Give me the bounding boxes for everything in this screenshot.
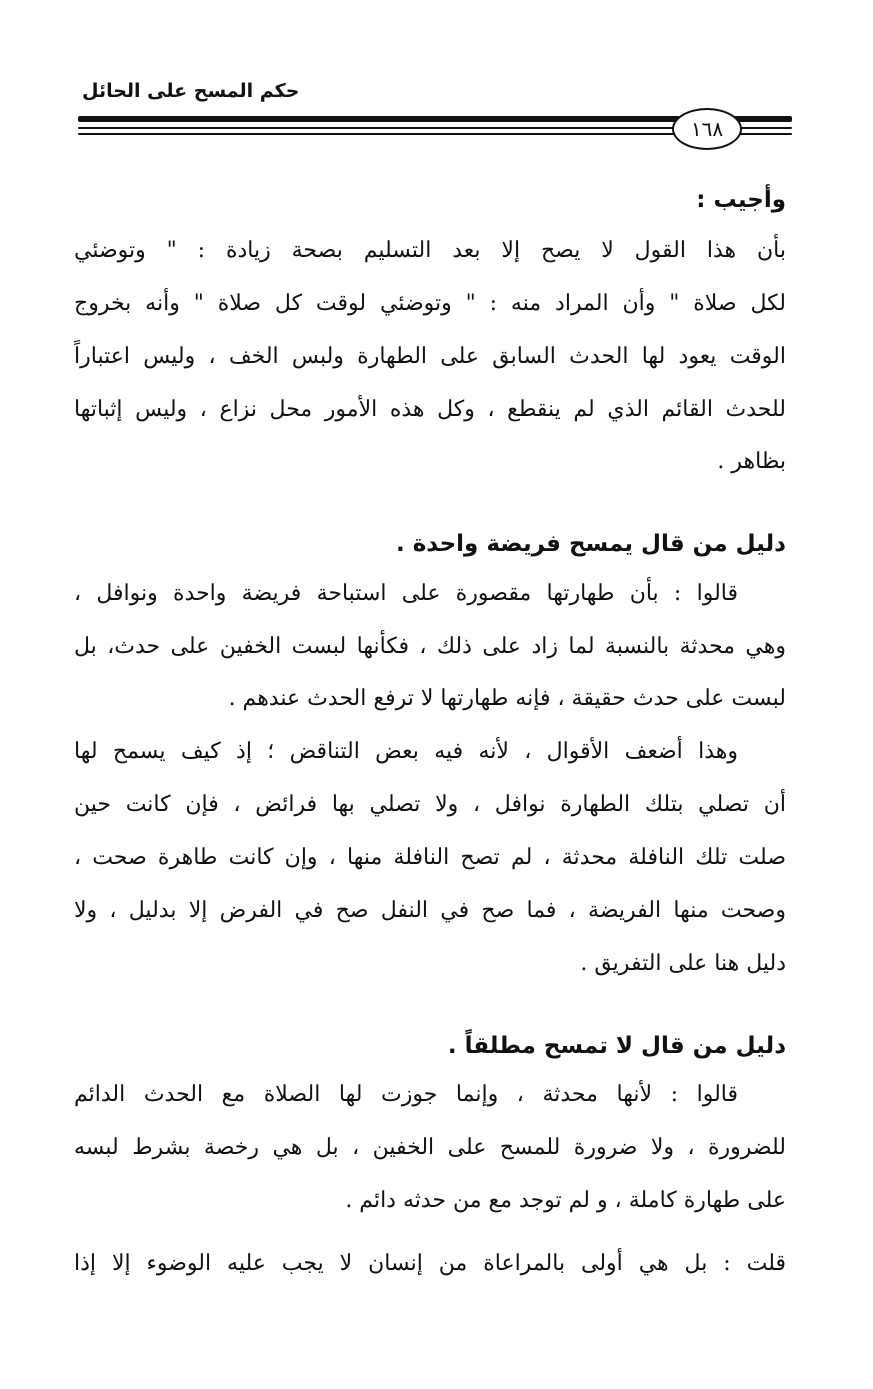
text-line: قلت : بل هي أولى بالمراعاة من إنسان لا يجب عليه الوضوء إلا إذا — [74, 1251, 786, 1276]
section-heading: دليل من قال لا تمسح مطلقاً . — [447, 1033, 786, 1059]
text-line: صلت تلك النافلة محدثة ، لم تصح النافلة منها ، وإن كانت طاهرة صحت ، — [74, 845, 786, 870]
text-line: الوقت يعود لها الحدث السابق على الطهارة ولبس الخف ، وليس اعتباراً — [74, 344, 786, 369]
text-line: لكل صلاة " وأن المراد منه : " وتوضئي لوقت كل صلاة " وأنه بخروج — [74, 291, 786, 316]
text-line: أن تصلي بتلك الطهارة نوافل ، ولا تصلي بها فرائض ، فإن كانت حين — [74, 792, 786, 817]
text-line: وهي محدثة بالنسبة لما زاد على ذلك ، فكأنها لبست الخفين على حدث، بل — [74, 634, 786, 659]
text-line: لبست على حدث حقيقة ، فإنه طهارتها لا ترفع الحدث عندهم . — [228, 686, 786, 711]
answer-heading: وأجيب : — [696, 187, 786, 213]
page-number: ١٦٨ — [672, 108, 742, 150]
text-line: وهذا أضعف الأقوال ، لأنه فيه بعض التناقض ؛ إذ كيف يسمح لها — [74, 739, 738, 764]
text-line: للضرورة ، ولا ضرورة للمسح على الخفين ، بل هي رخصة بشرط لبسه — [74, 1135, 786, 1160]
text-line: للحدث القائم الذي لم ينقطع ، وكل هذه الأمور محل نزاع ، وليس إثباتها — [74, 397, 786, 422]
section-heading: دليل من قال يمسح فريضة واحدة . — [395, 531, 786, 557]
text-line: دليل هنا على التفريق . — [580, 951, 786, 976]
text-line: قالوا : بأن طهارتها مقصورة على استباحة فريضة واحدة ونوافل ، — [74, 581, 738, 606]
text-line: وصحت منها الفريضة ، فما صح في النفل صح في الفرض إلا بدليل ، ولا — [74, 898, 786, 923]
text-line: بأن هذا القول لا يصح إلا بعد التسليم بصحة زيادة : " وتوضئي — [74, 238, 786, 263]
text-line: بظاهر . — [717, 449, 786, 474]
header-title: حكم المسح على الحائل — [82, 80, 300, 102]
text-line: على طهارة كاملة ، و لم توجد مع من حدثه دائم . — [345, 1188, 786, 1213]
text-line: قالوا : لأنها محدثة ، وإنما جوزت لها الصلاة مع الحدث الدائم — [74, 1082, 738, 1107]
